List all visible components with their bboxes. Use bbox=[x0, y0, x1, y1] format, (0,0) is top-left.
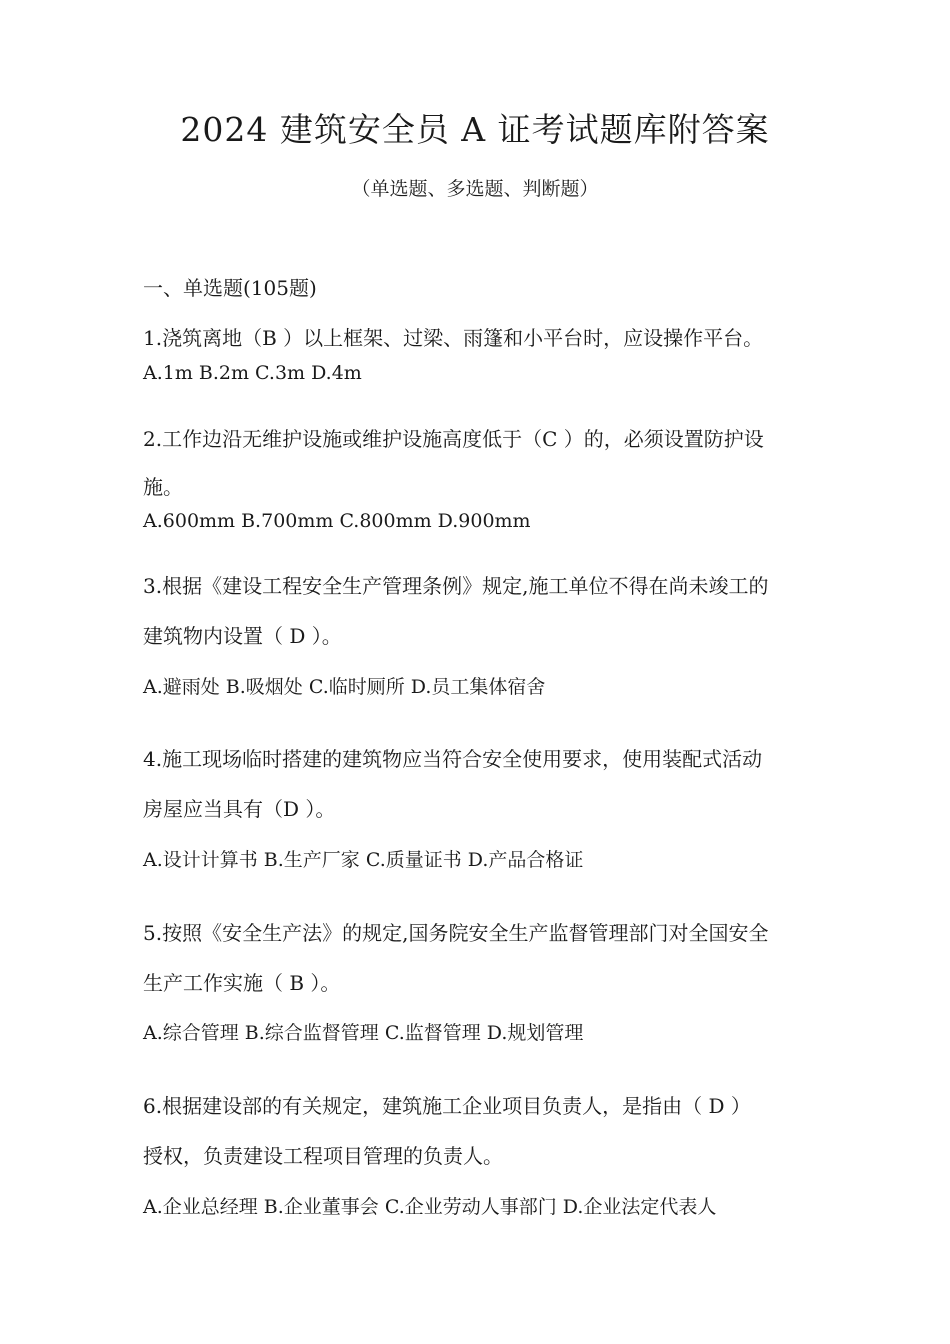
question-5-line-1: 5.按照《安全生产法》的规定,国务院安全生产监督管理部门对全国安全 bbox=[143, 921, 769, 945]
question-4-options: A.设计计算书 B.生产厂家 C.质量证书 D.产品合格证 bbox=[143, 849, 584, 871]
question-3-line-1: 3.根据《建设工程安全生产管理条例》规定,施工单位不得在尚未竣工的 bbox=[143, 574, 769, 598]
question-6-line-2: 授权，负责建设工程项目管理的负责人。 bbox=[143, 1144, 503, 1168]
question-4-line-1: 4.施工现场临时搭建的建筑物应当符合安全使用要求，使用装配式活动 bbox=[143, 747, 763, 771]
question-3-options: A.避雨处 B.吸烟处 C.临时厕所 D.员工集体宿舍 bbox=[143, 676, 546, 698]
question-6-line-1: 6.根据建设部的有关规定，建筑施工企业项目负责人，是指由（ D ） bbox=[143, 1094, 751, 1118]
question-2-options: A.600mm B.700mm C.800mm D.900mm bbox=[143, 510, 531, 532]
question-5-line-2: 生产工作实施（ B ）。 bbox=[143, 971, 341, 995]
question-2-line-1: 2.工作边沿无维护设施或维护设施高度低于（C ）的，必须设置防护设 bbox=[143, 427, 764, 451]
question-6-options: A.企业总经理 B.企业董事会 C.企业劳动人事部门 D.企业法定代表人 bbox=[143, 1196, 717, 1218]
question-1-line-1: 1.浇筑离地（B ）以上框架、过梁、雨篷和小平台时，应设操作平台。 bbox=[143, 326, 764, 350]
question-2-line-2: 施。 bbox=[143, 475, 183, 499]
question-3-line-2: 建筑物内设置（ D ）。 bbox=[143, 624, 342, 648]
question-1-options: A.1m B.2m C.3m D.4m bbox=[143, 362, 362, 384]
document-title: 2024 建筑安全员 A 证考试题库附答案 bbox=[180, 110, 770, 149]
question-5-options: A.综合管理 B.综合监督管理 C.监督管理 D.规划管理 bbox=[143, 1022, 584, 1044]
section-heading: 一、单选题(105题) bbox=[143, 276, 317, 300]
question-4-line-2: 房屋应当具有（D ）。 bbox=[143, 797, 336, 821]
document-subtitle: （单选题、多选题、判断题） bbox=[351, 178, 599, 200]
